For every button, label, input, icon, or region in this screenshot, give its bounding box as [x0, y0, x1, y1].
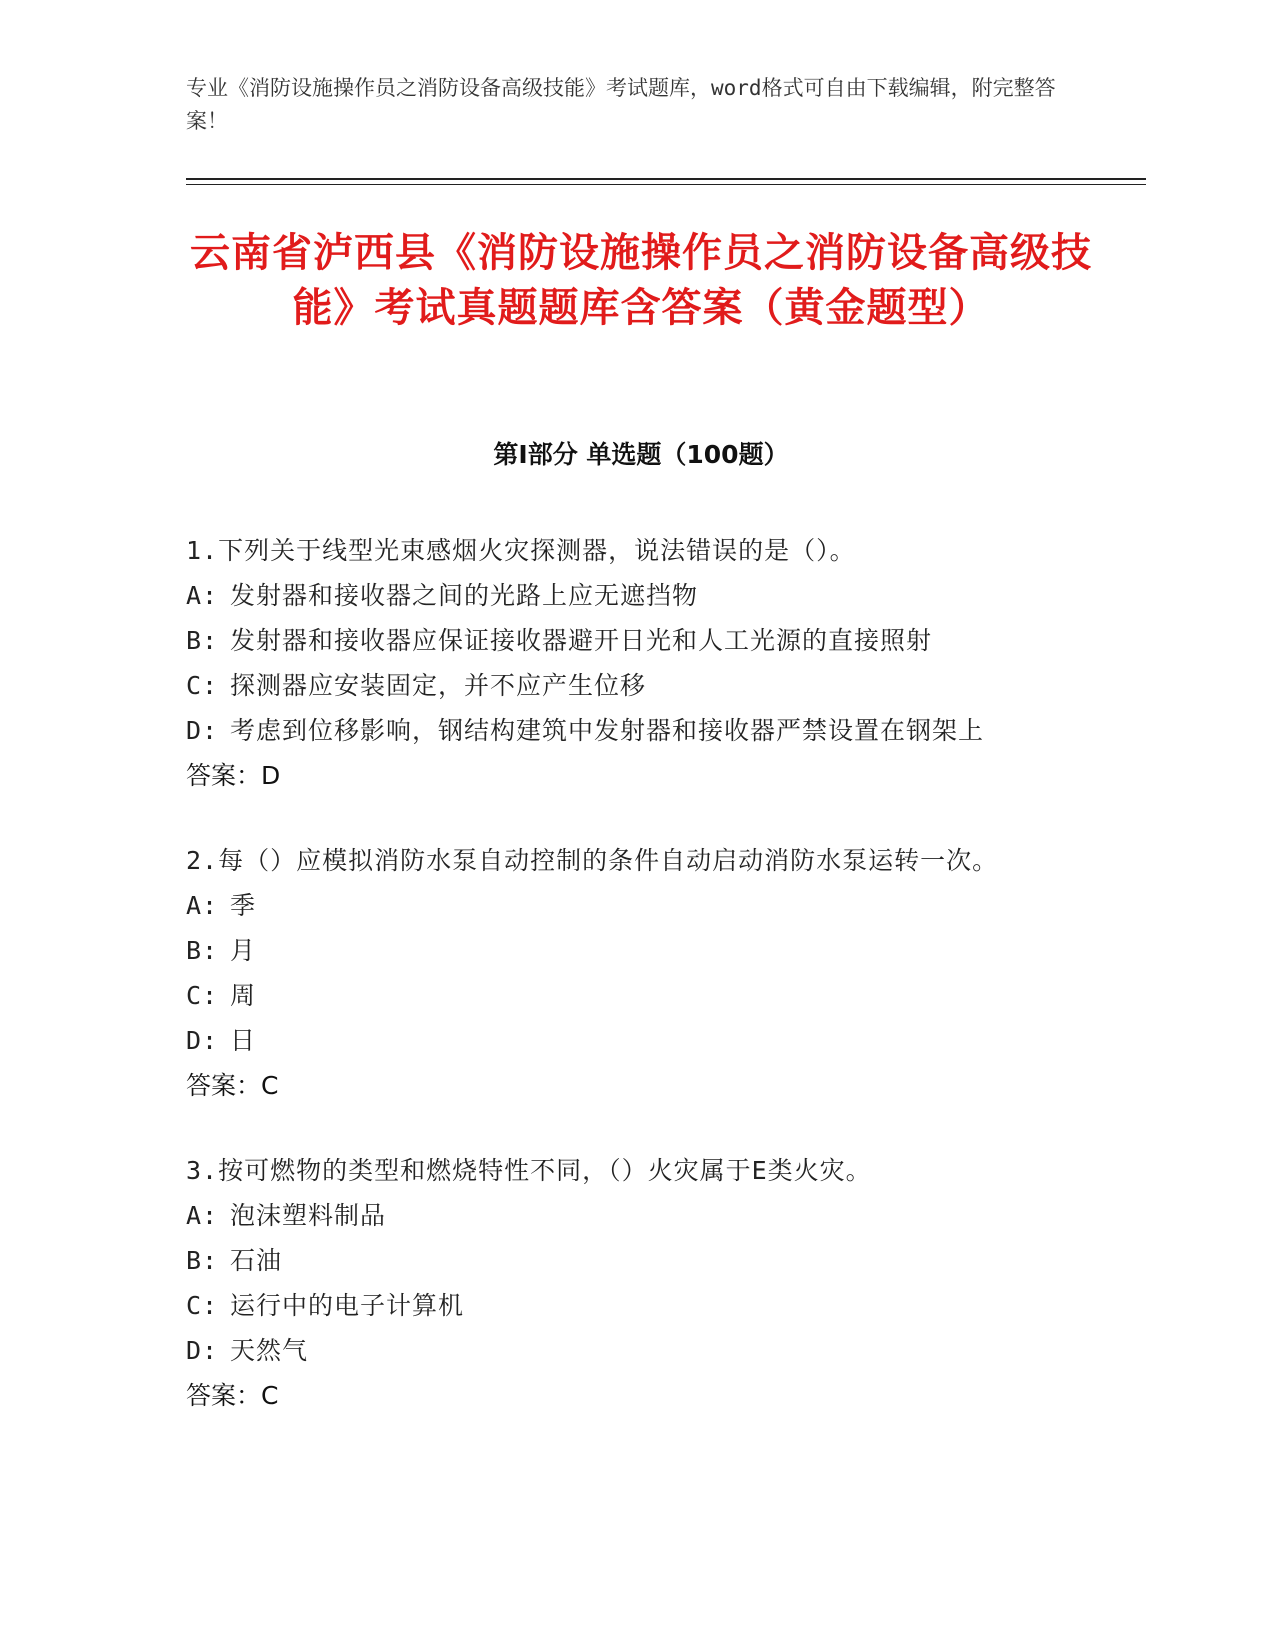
question-1 — [186, 528, 1086, 798]
option-key: D: — [186, 716, 219, 745]
option-text: 石油 — [230, 1246, 283, 1275]
option-a — [186, 1193, 1086, 1238]
option-d — [186, 1018, 1086, 1063]
option-c — [186, 663, 1086, 708]
option-c — [186, 973, 1086, 1018]
option-text: 泡沫塑料制品 — [230, 1201, 387, 1230]
header-note: 专业《消防设施操作员之消防设备高级技能》考试题库，word格式可自由下载编辑，附完整答案！ — [186, 76, 1056, 133]
question-stem: 1.下列关于线型光束感烟火灾探测器，说法错误的是（）。 — [186, 536, 856, 565]
option-b — [186, 928, 1086, 973]
option-key: D: — [186, 1336, 219, 1365]
option-text: 天然气 — [230, 1336, 309, 1365]
option-key: C: — [186, 671, 219, 700]
option-key: A: — [186, 581, 219, 610]
header-divider-thin — [186, 184, 1146, 185]
header-divider-thick — [186, 178, 1146, 180]
option-key: D: — [186, 1026, 219, 1055]
option-d — [186, 708, 1086, 753]
option-text: 月 — [230, 936, 257, 965]
option-text: 发射器和接收器之间的光路上应无遮挡物 — [230, 581, 699, 610]
option-key: B: — [186, 1246, 219, 1275]
question-stem: 2.每（）应模拟消防水泵自动控制的条件自动启动消防水泵运转一次。 — [186, 846, 999, 875]
option-a — [186, 573, 1086, 618]
option-c — [186, 1283, 1086, 1328]
option-text: 运行中的电子计算机 — [230, 1291, 465, 1320]
option-key: C: — [186, 981, 219, 1010]
option-text: 发射器和接收器应保证接收器避开日光和人工光源的直接照射 — [230, 626, 933, 655]
option-text: 考虑到位移影响，钢结构建筑中发射器和接收器严禁设置在钢架上 — [230, 716, 985, 745]
option-d — [186, 1328, 1086, 1373]
answer: 答案：C — [186, 1071, 279, 1100]
option-key: C: — [186, 1291, 219, 1320]
option-text: 探测器应安装固定，并不应产生位移 — [230, 671, 647, 700]
option-key: A: — [186, 1201, 219, 1230]
question-2 — [186, 838, 1086, 1108]
section-heading: 第Ⅰ部分 单选题（100题） — [493, 440, 789, 469]
answer: 答案：D — [186, 761, 281, 790]
option-text: 季 — [230, 891, 257, 920]
option-b — [186, 618, 1086, 663]
option-text: 日 — [230, 1026, 257, 1055]
option-key: B: — [186, 936, 219, 965]
question-list — [186, 528, 1086, 1458]
option-key: A: — [186, 891, 219, 920]
document-title: 云南省泸西县《消防设施操作员之消防设备高级技能》考试真题题库含答案（黄金题型） — [190, 230, 1092, 331]
option-b — [186, 1238, 1086, 1283]
option-key: B: — [186, 626, 219, 655]
option-a — [186, 883, 1086, 928]
answer: 答案：C — [186, 1381, 279, 1410]
question-stem: 3.按可燃物的类型和燃烧特性不同，（）火灾属于E类火灾。 — [186, 1156, 872, 1185]
option-text: 周 — [230, 981, 257, 1010]
question-3 — [186, 1148, 1086, 1418]
